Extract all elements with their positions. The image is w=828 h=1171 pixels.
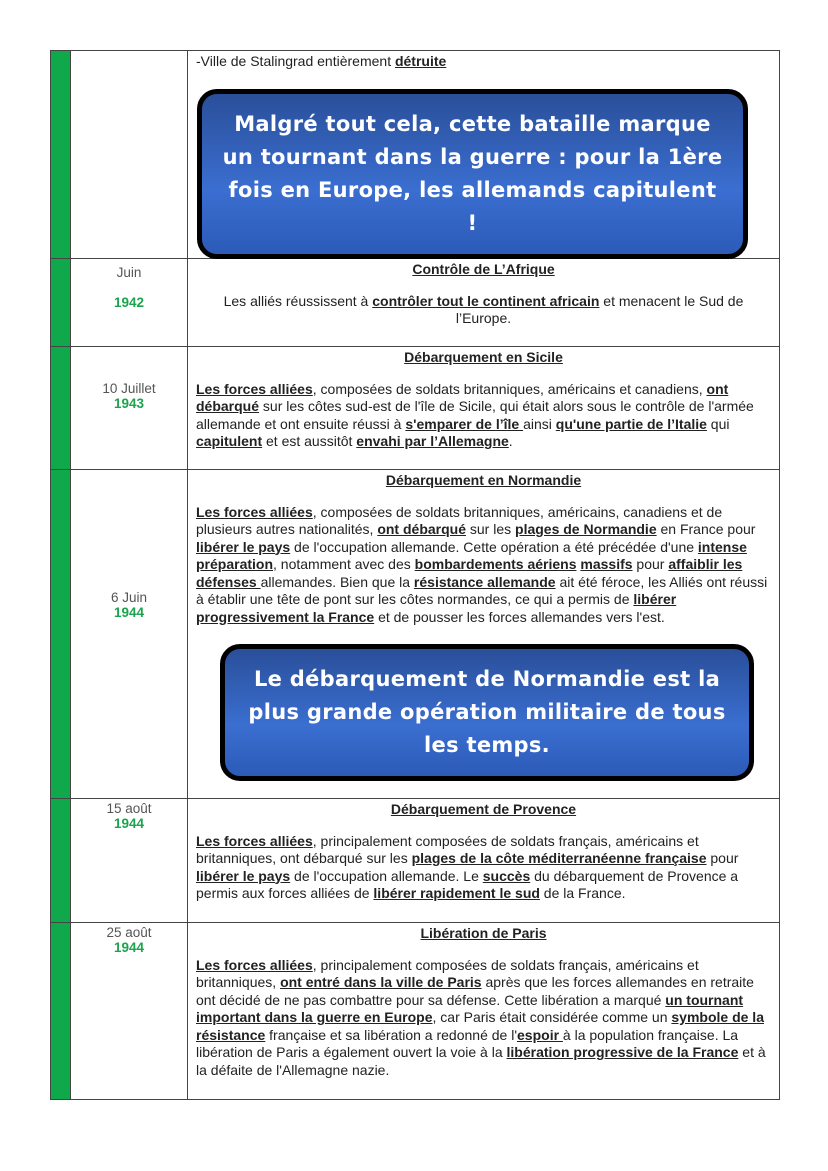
date-label: Juin [116,265,142,280]
emphasized-text: libérer le pays [196,867,291,884]
emphasized-text: affaiblir les défenses [196,556,743,590]
green-bar [51,923,70,1099]
emphasized-text: s'emparer de l’île [405,415,524,432]
emphasized-text: libérer rapidement le sud [373,885,540,901]
emphasized-text: ont débarqué [196,380,729,414]
text-segment: pour [706,850,739,866]
text-segment: allemandes. Bien que la [260,573,414,590]
text-segment: et de pousser les forces allemandes vers l'est. [374,608,665,625]
section-title: Débarquement en Normandie [385,472,582,488]
content-cell [188,470,779,798]
green-bar [51,259,70,346]
text-segment: . [508,433,513,449]
paragraph [196,504,771,627]
highlight-box: Le débarquement de Normandie est la plus grande opération militaire de tous les temps. [220,644,754,781]
section-title: Contrôle de L’Afrique [412,261,555,277]
paragraph [196,381,771,451]
date-cell [70,470,188,798]
emphasized-text: Les forces alliées [196,380,313,397]
date-cell [70,799,188,922]
text-segment: ainsi [523,415,556,432]
emphasized-text: détruite [394,53,447,69]
text-segment: à la population française. La libération de Paris a également ouvert la voie à la [196,1026,739,1060]
row-paris [51,922,779,1099]
date-label: 15 août [106,801,152,816]
section-title: Libération de Paris [420,925,547,941]
text-segment: et est aussitôt [262,433,357,449]
date-cell [70,259,188,346]
emphasized-text: contrôler tout le continent africain [372,292,600,309]
emphasized-text: plages de Normandie [515,521,657,537]
emphasized-text: résistance allemande [413,573,556,590]
text-segment: de l'occupation allemande. Le [290,867,483,884]
year-label: 1943 [113,396,145,411]
emphasized-text: ont débarqué [377,521,466,537]
text-segment: et à la défaite de l'Allemagne nazie. [196,1044,766,1078]
section-title: Débarquement en Sicile [404,349,563,365]
text-segment: , notamment avec des [273,556,415,572]
green-bar [51,51,70,258]
row-provence [51,798,779,922]
paragraph [196,833,771,903]
text-segment: , principalement composées de soldats français, américains et britanniques, ont débarqué sur les [196,832,699,866]
highlight-box: Malgré tout cela, cette bataille marque un tournant dans la guerre : pour la 1ère fois en Europe, les allemands capitulent ! [197,89,748,259]
row-stalingrad [51,51,779,258]
text-segment: -Ville de Stalingrad entièrement [196,53,395,69]
year-label: 1944 [113,940,145,955]
text-segment: Les alliés réussissent à [223,292,373,309]
date-cell [70,347,188,469]
content-cell [188,259,779,346]
text-segment: qui [706,415,730,432]
date-label: 6 Juin [110,590,148,605]
text-segment: sur les côtes sud-est de l'île de Sicile, qui était alors sous le contrôle de l'armée allemande et ont ensuite réussi à [196,398,754,432]
emphasized-text: Les forces alliées [196,956,313,973]
text-segment: française et sa libération a redonné de l' [265,1026,518,1043]
date-cell [70,51,188,258]
paragraph [196,957,771,1080]
text-segment: et menacent le Sud de l’Europe. [455,292,744,326]
year-label: 1944 [113,816,145,831]
content-cell [188,347,779,469]
paragraph [196,293,771,328]
emphasized-text: capitulent [196,433,263,449]
year-label: 1942 [113,295,145,310]
content-cell [188,799,779,922]
text-segment: sur les [466,521,516,537]
green-bar [51,470,70,798]
emphasized-text: intense préparation [196,538,747,572]
text-segment: de la France. [539,885,626,901]
date-label: 10 Juillet [102,381,156,396]
emphasized-text: libérer le pays [196,538,291,555]
emphasized-text: qu'une partie de l’Italie [555,415,707,432]
text-segment: de l'occupation allemande. Cette opération a été précédée d'une [290,538,698,555]
year-label: 1944 [113,605,145,620]
green-bar [51,347,70,469]
text-segment: pour [632,556,669,572]
emphasized-text: libérer progressivement la France [196,591,677,625]
emphasized-text: plages de la côte méditerranéenne française [411,850,707,866]
emphasized-text: bombardements aériens [414,556,577,572]
text-segment: , principalement composées de soldats français, américains et britanniques, [196,956,699,990]
emphasized-text: Les forces alliées [196,503,313,520]
text-segment: après que les forces allemandes en retraite ont décidé de ne pas combattre pour sa défense. Cette libération a marqué [196,974,754,1008]
row-sicile [51,346,779,469]
date-cell [70,923,188,1099]
emphasized-text: ont entré dans la ville de Paris [280,974,482,990]
emphasized-text: Les forces alliées [196,832,313,849]
content-cell [188,51,779,258]
text-segment: en France pour [656,521,756,537]
row-afrique [51,258,779,346]
intro-text [196,53,771,71]
text-segment: du débarquement de Provence a permis aux forces alliées de [196,867,739,901]
section-title: Débarquement de Provence [390,801,577,817]
text-segment: , composées de soldats britanniques, américains, canadiens et de plusieurs autres nationalités, [196,503,723,537]
date-label: 25 août [106,925,152,940]
emphasized-text: succès [482,867,531,884]
content-cell [188,923,779,1099]
green-bar [51,799,70,922]
text-segment: ait été féroce, les Alliés ont réussi à établir une tête de pont sur les côtes normandes, ce qui a permis de [196,573,768,607]
emphasized-text: un tournant important dans la guerre en Europe [196,991,744,1025]
timeline-table [50,50,780,1100]
emphasized-text: symbole de la résistance [196,1009,764,1043]
emphasized-text: libération progressive de la France [506,1044,739,1060]
emphasized-text: envahi par l’Allemagne [356,433,509,449]
row-normandie [51,469,779,798]
emphasized-text: massifs [580,556,633,572]
text-segment: , composées de soldats britanniques, américains et canadiens, [312,380,707,397]
text-segment: , car Paris était considérée comme un [432,1009,672,1025]
emphasized-text: espoir [517,1026,563,1043]
